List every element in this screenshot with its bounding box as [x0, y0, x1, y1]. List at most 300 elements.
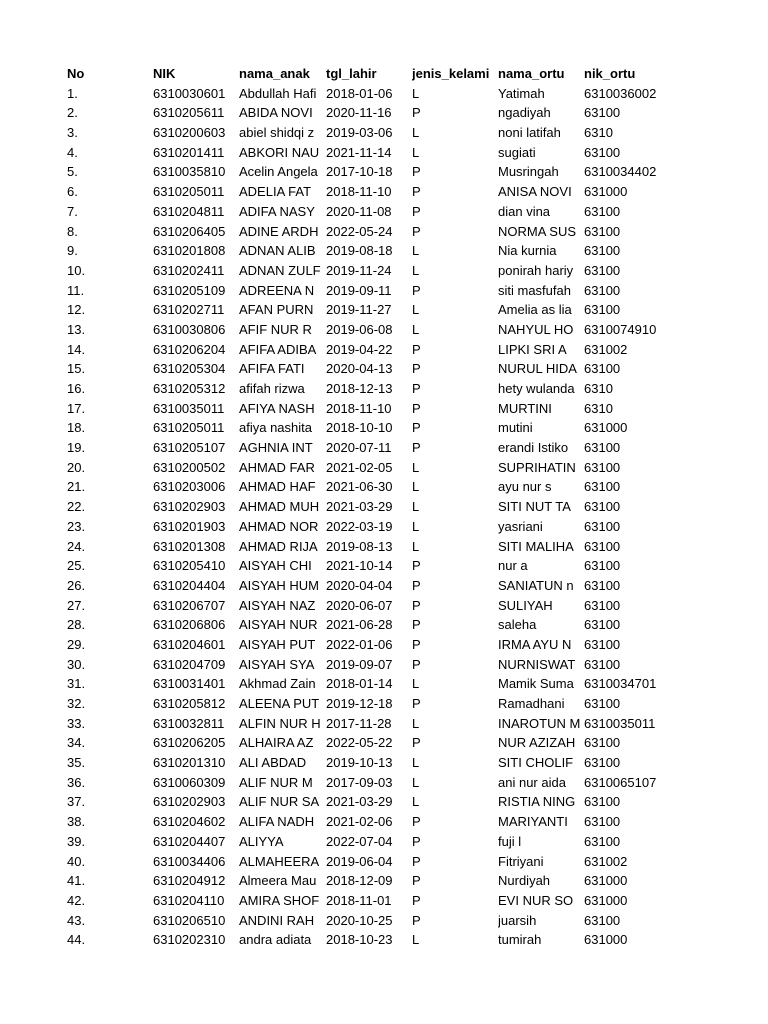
- cell-no: 44.: [67, 932, 86, 948]
- cell-jenis-kelamin: L: [412, 676, 420, 692]
- table-row: [0, 871, 768, 891]
- cell-nik: 6310205109: [153, 282, 226, 298]
- cell-tgl-lahir: 2019-09-11: [326, 282, 392, 298]
- cell-jenis-kelamin: P: [412, 577, 421, 593]
- cell-no: 22.: [67, 499, 86, 515]
- table-row: [0, 281, 768, 301]
- cell-tgl-lahir: 2019-11-24: [326, 262, 392, 278]
- cell-tgl-lahir: 2020-10-25: [326, 912, 393, 928]
- cell-nik: 6310205011: [153, 420, 225, 436]
- cell-no: 29.: [67, 636, 86, 652]
- cell-nama-ortu: SITI CHOLIF: [498, 755, 574, 771]
- cell-tgl-lahir: 2020-11-16: [326, 105, 392, 121]
- table-row: [0, 694, 768, 714]
- cell-nama-ortu: nur a: [498, 558, 528, 574]
- cell-nik-ortu: 63100: [584, 558, 621, 574]
- cell-jenis-kelamin: P: [412, 833, 421, 849]
- cell-nama-anak: andra adiata: [239, 932, 312, 948]
- cell-tgl-lahir: 2018-11-01: [326, 892, 392, 908]
- cell-nama-anak: afifah rizwa: [239, 381, 305, 396]
- cell-nik-ortu: 63100: [584, 696, 621, 711]
- cell-tgl-lahir: 2019-10-13: [326, 755, 393, 771]
- cell-jenis-kelamin: P: [412, 282, 421, 298]
- cell-nik: 6310202310: [153, 932, 226, 948]
- cell-nik: 6310200502: [153, 459, 226, 475]
- cell-nik-ortu: 63100: [584, 833, 621, 849]
- table-row: [0, 733, 768, 753]
- cell-jenis-kelamin: L: [412, 302, 420, 318]
- cell-tgl-lahir: 2017-11-28: [326, 715, 392, 731]
- cell-no: 34.: [67, 735, 86, 751]
- table-row: [0, 655, 768, 675]
- table-row: [0, 674, 768, 694]
- cell-nik: 6310205011: [153, 184, 225, 200]
- cell-tgl-lahir: 2022-05-24: [326, 223, 393, 239]
- table-row: [0, 261, 768, 281]
- cell-nama-ortu: Nia kurnia: [498, 243, 557, 259]
- cell-nama-anak: AHMAD FAR: [239, 459, 315, 475]
- cell-tgl-lahir: 2020-04-13: [326, 361, 393, 377]
- cell-no: 10.: [67, 262, 86, 278]
- table-row: [0, 438, 768, 458]
- cell-nama-anak: ALIF NUR SA: [239, 794, 320, 810]
- cell-nik: 6310201308: [153, 538, 226, 554]
- cell-tgl-lahir: 2020-07-11: [326, 440, 392, 456]
- cell-no: 32.: [67, 696, 86, 711]
- cell-nik: 6310205410: [153, 558, 226, 574]
- cell-nik-ortu: 63100: [584, 262, 621, 278]
- table-row: [0, 399, 768, 419]
- cell-nama-ortu: siti masfufah: [498, 282, 571, 298]
- cell-nik-ortu: 6310: [584, 381, 613, 396]
- cell-jenis-kelamin: P: [412, 381, 421, 396]
- cell-jenis-kelamin: L: [412, 459, 420, 475]
- cell-nik-ortu: 6310035011: [584, 715, 656, 731]
- cell-no: 7.: [67, 203, 78, 219]
- cell-jenis-kelamin: L: [412, 144, 420, 160]
- cell-nik: 6310201310: [153, 755, 226, 771]
- cell-jenis-kelamin: P: [412, 558, 421, 574]
- table-header-row: [0, 64, 768, 84]
- cell-jenis-kelamin: P: [412, 597, 421, 613]
- cell-nama-anak: ADNAN ZULF: [239, 262, 321, 278]
- cell-jenis-kelamin: L: [412, 774, 420, 790]
- cell-jenis-kelamin: L: [412, 518, 420, 534]
- cell-nama-anak: AFIFA ADIBA: [239, 341, 317, 357]
- cell-nik: 6310201808: [153, 243, 226, 259]
- cell-jenis-kelamin: L: [412, 262, 420, 278]
- cell-tgl-lahir: 2019-08-18: [326, 243, 393, 259]
- cell-nama-anak: AISYAH PUT: [239, 636, 316, 652]
- cell-jenis-kelamin: L: [412, 932, 420, 948]
- table-row: [0, 911, 768, 931]
- cell-no: 39.: [67, 833, 86, 849]
- cell-tgl-lahir: 2018-12-09: [326, 873, 393, 889]
- cell-nama-anak: ABIDA NOVI: [239, 105, 313, 121]
- cell-nama-anak: afiya nashita: [239, 420, 312, 436]
- cell-jenis-kelamin: L: [412, 321, 420, 337]
- table-row: [0, 418, 768, 438]
- cell-nama-anak: AHMAD RIJA: [239, 538, 318, 554]
- cell-nama-anak: ALI ABDAD: [239, 755, 307, 771]
- cell-nik: 6310030806: [153, 321, 226, 337]
- cell-jenis-kelamin: L: [412, 715, 420, 731]
- cell-nama-anak: ABKORI NAU: [239, 144, 320, 160]
- cell-no: 15.: [67, 361, 86, 377]
- cell-no: 25.: [67, 558, 86, 574]
- cell-tgl-lahir: 2021-02-06: [326, 814, 393, 830]
- cell-jenis-kelamin: P: [412, 203, 421, 219]
- table-row: [0, 458, 768, 478]
- cell-nama-ortu: Ramadhani: [498, 696, 565, 711]
- cell-nik: 6310202711: [153, 302, 225, 318]
- cell-nik-ortu: 6310065107: [584, 774, 657, 790]
- cell-no: 13.: [67, 321, 86, 337]
- cell-nama-ortu: SUPRIHATIN: [498, 459, 576, 475]
- cell-nik: 6310202411: [153, 262, 225, 278]
- cell-nama-ortu: NURNISWAT: [498, 656, 576, 672]
- cell-nama-anak: AMIRA SHOF: [239, 892, 320, 908]
- cell-jenis-kelamin: L: [412, 538, 420, 554]
- header-nama-anak: nama_anak: [239, 66, 310, 81]
- cell-jenis-kelamin: P: [412, 814, 421, 830]
- cell-nama-ortu: juarsih: [498, 912, 537, 928]
- cell-nama-ortu: Mamik Suma: [498, 676, 574, 692]
- cell-no: 27.: [67, 597, 86, 613]
- cell-nama-anak: AISYAH NUR: [239, 617, 318, 633]
- cell-jenis-kelamin: P: [412, 105, 421, 121]
- cell-nama-anak: Abdullah Hafi: [239, 85, 317, 101]
- cell-nik-ortu: 631000: [584, 184, 628, 200]
- cell-nik-ortu: 6310034701: [584, 676, 657, 692]
- cell-nik: 6310202903: [153, 794, 226, 810]
- cell-no: 40.: [67, 853, 86, 869]
- cell-tgl-lahir: 2018-01-06: [326, 85, 393, 101]
- cell-nama-ortu: Fitriyani: [498, 853, 544, 869]
- cell-nama-anak: ALMAHEERA: [239, 853, 320, 869]
- table-body: [0, 84, 768, 950]
- header-nik-ortu: nik_ortu: [584, 66, 636, 81]
- cell-nik: 6310205107: [153, 440, 226, 456]
- header-no: No: [67, 66, 85, 81]
- cell-nik-ortu: 6310034402: [584, 164, 657, 180]
- table-row: [0, 615, 768, 635]
- cell-nama-ortu: NUR AZIZAH: [498, 735, 576, 751]
- cell-jenis-kelamin: L: [412, 85, 420, 101]
- cell-no: 4.: [67, 144, 78, 160]
- cell-no: 21.: [67, 479, 86, 495]
- cell-no: 8.: [67, 223, 78, 239]
- table-row: [0, 832, 768, 852]
- cell-no: 35.: [67, 755, 86, 771]
- cell-nik-ortu: 631000: [584, 932, 628, 948]
- cell-nama-anak: ADIFA NASY: [239, 203, 315, 219]
- cell-no: 6.: [67, 184, 78, 200]
- table-row: [0, 792, 768, 812]
- cell-nik: 6310034406: [153, 853, 226, 869]
- cell-nama-ortu: SITI NUT TA: [498, 499, 571, 515]
- cell-nik: 6310201411: [153, 144, 225, 160]
- cell-no: 19.: [67, 440, 86, 456]
- cell-nama-ortu: NORMA SUS: [498, 223, 577, 239]
- cell-jenis-kelamin: P: [412, 223, 421, 239]
- table-row: [0, 320, 768, 340]
- table-row: [0, 930, 768, 950]
- cell-nama-anak: ADNAN ALIB: [239, 243, 316, 259]
- table-row: [0, 477, 768, 497]
- cell-no: 24.: [67, 538, 86, 554]
- table-row: [0, 182, 768, 202]
- cell-no: 30.: [67, 656, 86, 672]
- cell-no: 28.: [67, 617, 86, 633]
- cell-nik-ortu: 63100: [584, 243, 621, 259]
- cell-nik-ortu: 6310: [584, 400, 613, 416]
- cell-jenis-kelamin: P: [412, 420, 421, 436]
- cell-nik-ortu: 63100: [584, 361, 621, 377]
- cell-nama-anak: ALIF NUR M: [239, 774, 313, 790]
- cell-tgl-lahir: 2020-06-07: [326, 597, 393, 613]
- cell-nik-ortu: 63100: [584, 794, 621, 810]
- cell-jenis-kelamin: P: [412, 853, 421, 869]
- cell-nik: 6310205611: [153, 105, 225, 121]
- cell-nik: 6310205812: [153, 696, 226, 711]
- cell-nama-anak: AISYAH CHI: [239, 558, 312, 574]
- cell-nama-anak: AISYAH SYA: [239, 656, 315, 672]
- cell-nik-ortu: 63100: [584, 755, 621, 771]
- table-row: [0, 379, 768, 399]
- cell-nik: 6310060309: [153, 774, 226, 790]
- cell-nama-anak: ADINE ARDH: [239, 223, 319, 239]
- cell-jenis-kelamin: L: [412, 243, 420, 259]
- cell-nama-anak: ALIYYA: [239, 833, 284, 849]
- cell-nik-ortu: 63100: [584, 636, 621, 652]
- cell-no: 36.: [67, 774, 86, 790]
- cell-nama-ortu: MURTINI: [498, 400, 552, 416]
- cell-nama-ortu: hety wulanda: [498, 381, 575, 396]
- cell-nama-ortu: Musringah: [498, 164, 559, 180]
- cell-nama-anak: AISYAH HUM: [239, 577, 319, 593]
- cell-jenis-kelamin: L: [412, 794, 420, 810]
- cell-tgl-lahir: 2022-03-19: [326, 518, 393, 534]
- cell-nama-anak: AFAN PURN: [239, 302, 314, 318]
- cell-nik-ortu: 63100: [584, 223, 621, 239]
- cell-nama-anak: ADELIA FAT: [239, 184, 312, 200]
- cell-nama-ortu: erandi Istiko: [498, 440, 569, 456]
- cell-no: 12.: [67, 302, 86, 318]
- cell-nik-ortu: 6310074910: [584, 321, 657, 337]
- cell-nik: 6310035810: [153, 164, 226, 180]
- cell-nama-ortu: tumirah: [498, 932, 542, 948]
- cell-nama-ortu: NURUL HIDA: [498, 361, 577, 377]
- cell-nama-anak: ADREENA N: [239, 282, 315, 298]
- cell-jenis-kelamin: P: [412, 636, 421, 652]
- cell-tgl-lahir: 2021-02-05: [326, 459, 393, 475]
- cell-nama-anak: AFIF NUR R: [239, 321, 312, 337]
- cell-nik: 6310202903: [153, 499, 226, 515]
- cell-tgl-lahir: 2019-06-04: [326, 853, 393, 869]
- cell-tgl-lahir: 2019-04-22: [326, 341, 393, 357]
- table-row: [0, 517, 768, 537]
- cell-nik-ortu: 63100: [584, 735, 621, 751]
- table-row: [0, 753, 768, 773]
- cell-no: 23.: [67, 518, 86, 534]
- cell-nama-ortu: Yatimah: [498, 85, 545, 101]
- cell-nik-ortu: 63100: [584, 499, 621, 515]
- cell-jenis-kelamin: L: [412, 125, 420, 141]
- cell-nik-ortu: 63100: [584, 144, 621, 160]
- cell-nik: 6310031401: [153, 676, 226, 692]
- cell-nama-anak: AISYAH NAZ: [239, 597, 316, 613]
- cell-nik: 6310204811: [153, 203, 225, 219]
- cell-nama-ortu: ponirah hariy: [498, 262, 574, 278]
- cell-jenis-kelamin: P: [412, 184, 421, 200]
- cell-nama-ortu: ANISA NOVI: [498, 184, 572, 200]
- cell-nama-anak: abiel shidqi z: [239, 125, 315, 141]
- table-row: [0, 143, 768, 163]
- cell-jenis-kelamin: P: [412, 361, 421, 377]
- cell-nik-ortu: 63100: [584, 459, 621, 475]
- cell-jenis-kelamin: L: [412, 755, 420, 771]
- cell-nik-ortu: 631002: [584, 341, 628, 357]
- cell-no: 37.: [67, 794, 86, 810]
- table-row: [0, 891, 768, 911]
- cell-nik-ortu: 6310: [584, 125, 613, 141]
- cell-jenis-kelamin: P: [412, 400, 421, 416]
- cell-nik-ortu: 63100: [584, 440, 621, 456]
- cell-nik-ortu: 631000: [584, 892, 628, 908]
- cell-jenis-kelamin: P: [412, 735, 421, 751]
- cell-nik: 6310206205: [153, 735, 226, 751]
- cell-tgl-lahir: 2021-03-29: [326, 794, 393, 810]
- cell-jenis-kelamin: P: [412, 912, 421, 928]
- cell-nik-ortu: 63100: [584, 105, 621, 121]
- cell-nama-anak: ALHAIRA AZ: [239, 735, 314, 751]
- cell-nik: 6310206405: [153, 223, 226, 239]
- cell-nik: 6310203006: [153, 479, 226, 495]
- cell-nik: 6310205304: [153, 361, 226, 377]
- cell-no: 3.: [67, 125, 78, 141]
- table-row: [0, 576, 768, 596]
- cell-no: 26.: [67, 577, 86, 593]
- cell-jenis-kelamin: P: [412, 656, 421, 672]
- cell-jenis-kelamin: L: [412, 499, 420, 515]
- cell-nama-anak: AFIYA NASH: [239, 400, 315, 416]
- cell-nik: 6310204407: [153, 833, 226, 849]
- cell-nama-ortu: IRMA AYU N: [498, 636, 572, 652]
- cell-tgl-lahir: 2018-10-23: [326, 932, 393, 948]
- cell-nama-ortu: INAROTUN M: [498, 715, 581, 731]
- cell-nik-ortu: 63100: [584, 912, 621, 928]
- cell-nama-anak: AHMAD HAF: [239, 479, 316, 495]
- table-row: [0, 241, 768, 261]
- cell-nama-ortu: EVI NUR SO: [498, 892, 574, 908]
- cell-tgl-lahir: 2017-10-18: [326, 164, 393, 180]
- cell-jenis-kelamin: P: [412, 617, 421, 633]
- cell-nik-ortu: 63100: [584, 617, 621, 633]
- cell-nama-ortu: NAHYUL HO: [498, 321, 574, 337]
- cell-nik: 6310204912: [153, 873, 226, 889]
- cell-nik: 6310035011: [153, 400, 225, 416]
- cell-no: 18.: [67, 420, 86, 436]
- cell-nik: 6310206204: [153, 341, 226, 357]
- table-row: [0, 162, 768, 182]
- cell-jenis-kelamin: P: [412, 873, 421, 889]
- cell-tgl-lahir: 2019-09-07: [326, 656, 393, 672]
- table-row: [0, 537, 768, 557]
- cell-nik-ortu: 631000: [584, 420, 628, 436]
- cell-nik-ortu: 63100: [584, 597, 621, 613]
- cell-no: 11.: [67, 282, 85, 298]
- cell-nama-anak: AHMAD MUH: [239, 499, 320, 515]
- cell-nama-ortu: saleha: [498, 617, 537, 633]
- cell-nama-anak: ALFIN NUR H: [239, 715, 321, 731]
- cell-no: 1.: [67, 85, 78, 101]
- header-nama-ortu: nama_ortu: [498, 66, 565, 81]
- cell-nama-ortu: SITI MALIHA: [498, 538, 574, 554]
- cell-nik-ortu: 63100: [584, 518, 621, 534]
- cell-jenis-kelamin: P: [412, 164, 421, 180]
- cell-tgl-lahir: 2020-11-08: [326, 203, 392, 219]
- table-row: [0, 300, 768, 320]
- cell-jenis-kelamin: P: [412, 440, 421, 456]
- table-row: [0, 340, 768, 360]
- cell-no: 17.: [67, 400, 86, 416]
- cell-tgl-lahir: 2022-01-06: [326, 636, 393, 652]
- cell-tgl-lahir: 2021-10-14: [326, 558, 393, 574]
- cell-nama-ortu: ani nur aida: [498, 774, 566, 790]
- cell-nama-ortu: LIPKI SRI A: [498, 341, 567, 357]
- table-row: [0, 596, 768, 616]
- cell-nama-ortu: RISTIA NING: [498, 794, 576, 810]
- table-row: [0, 635, 768, 655]
- cell-jenis-kelamin: L: [412, 479, 420, 495]
- cell-nik-ortu: 6310036002: [584, 85, 657, 101]
- data-table: [0, 64, 768, 950]
- cell-nik-ortu: 63100: [584, 282, 621, 298]
- cell-tgl-lahir: 2021-06-30: [326, 479, 393, 495]
- cell-tgl-lahir: 2021-03-29: [326, 499, 393, 515]
- cell-no: 31.: [67, 676, 86, 692]
- cell-no: 33.: [67, 715, 86, 731]
- header-jenis-kelamin: jenis_kelami: [412, 66, 490, 81]
- table-row: [0, 103, 768, 123]
- cell-nik-ortu: 631000: [584, 873, 628, 889]
- cell-nama-anak: ANDINI RAH: [239, 912, 315, 928]
- cell-nama-ortu: noni latifah: [498, 125, 561, 141]
- cell-no: 43.: [67, 912, 86, 928]
- cell-nama-anak: Akhmad Zain: [239, 676, 316, 692]
- cell-nik: 6310206510: [153, 912, 226, 928]
- cell-nama-ortu: Amelia as lia: [498, 302, 572, 318]
- cell-nik: 6310032811: [153, 715, 225, 731]
- cell-nik: 6310030601: [153, 85, 226, 101]
- cell-tgl-lahir: 2018-11-10: [326, 184, 392, 200]
- cell-nik: 6310204602: [153, 814, 226, 830]
- cell-nama-anak: Acelin Angela: [239, 164, 318, 180]
- cell-nik: 6310206806: [153, 617, 226, 633]
- cell-nama-ortu: Nurdiyah: [498, 873, 551, 889]
- cell-tgl-lahir: 2019-11-27: [326, 302, 392, 318]
- cell-nama-ortu: yasriani: [498, 518, 543, 534]
- cell-nik: 6310204709: [153, 656, 226, 672]
- cell-nama-ortu: SULIYAH: [498, 597, 553, 613]
- cell-nik-ortu: 63100: [584, 814, 621, 830]
- table-row: [0, 202, 768, 222]
- cell-tgl-lahir: 2018-12-13: [326, 381, 393, 396]
- cell-nama-ortu: mutini: [498, 420, 533, 436]
- cell-nik-ortu: 63100: [584, 577, 621, 593]
- cell-no: 14.: [67, 341, 86, 357]
